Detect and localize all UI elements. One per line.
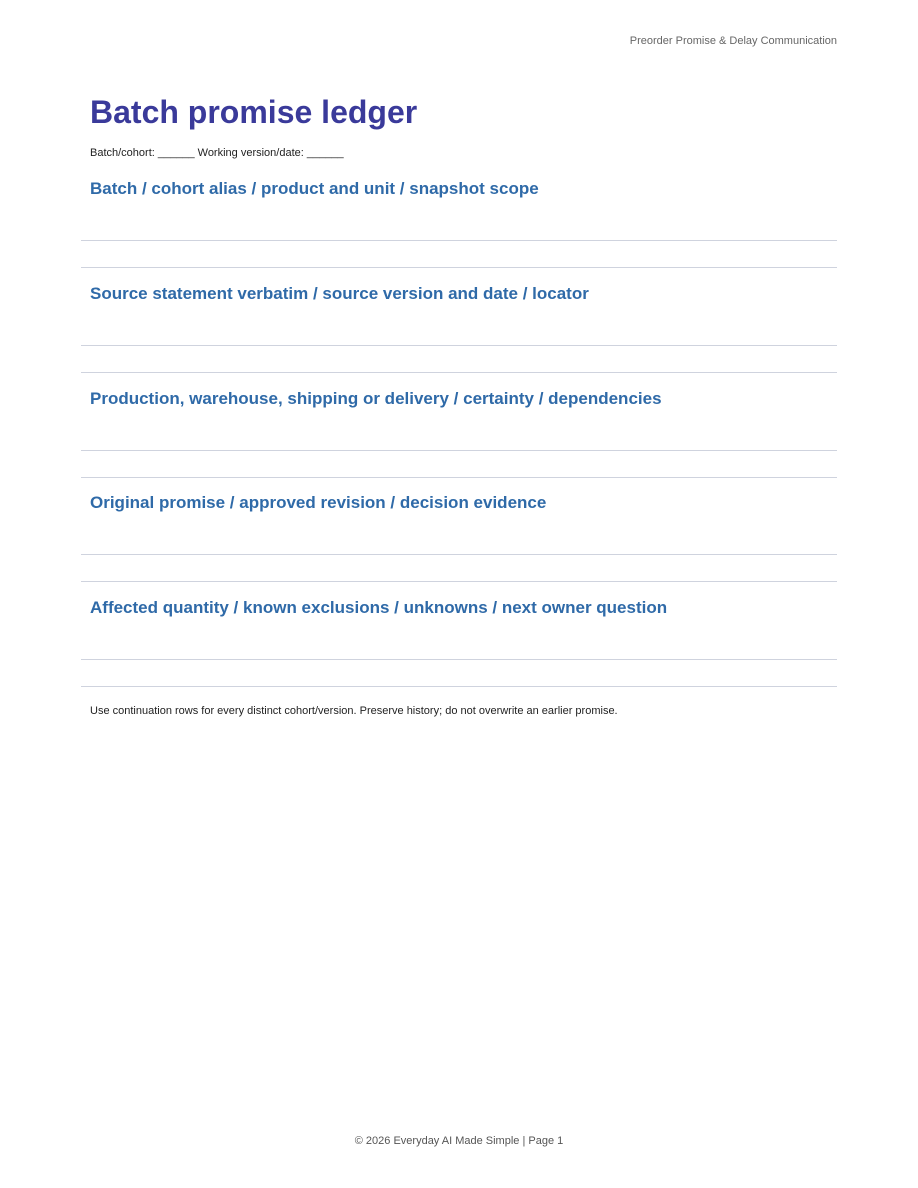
entry-rule (81, 450, 837, 451)
entry-rule (81, 345, 837, 346)
page-title: Batch promise ledger (90, 94, 418, 130)
section-heading: Source statement verbatim / source version and date / locator (90, 284, 589, 303)
entry-rule (81, 659, 837, 660)
batch-version-line: Batch/cohort: ______ Working version/date: ______ (90, 147, 344, 159)
section-heading: Batch / cohort alias / product and unit / snapshot scope (90, 179, 539, 198)
entry-rule (81, 554, 837, 555)
section-heading: Affected quantity / known exclusions / unknowns / next owner question (90, 598, 668, 617)
entry-rule (81, 240, 837, 241)
ledger-section-affected-quantity (81, 597, 837, 702)
page-footer: © 2026 Everyday AI Made Simple | Page 1 (354, 1135, 564, 1147)
section-heading: Original promise / approved revision / decision evidence (90, 493, 547, 512)
entry-rule (81, 686, 837, 687)
entry-rule (81, 581, 837, 582)
ledger-section-source-statement (81, 283, 837, 388)
entry-rule (81, 372, 837, 373)
ledger-section-promise-revision (81, 492, 837, 597)
continuation-note: Use continuation rows for every distinct cohort/version. Preserve history; do not overwrite an earlier promise. (90, 705, 618, 717)
running-header: Preorder Promise & Delay Communication (629, 35, 837, 47)
entry-rule (81, 267, 837, 268)
ledger-section-fulfillment-stage (81, 388, 837, 493)
entry-rule (81, 477, 837, 478)
section-heading: Production, warehouse, shipping or delivery / certainty / dependencies (90, 389, 662, 408)
ledger-section-batch-scope (81, 178, 837, 283)
